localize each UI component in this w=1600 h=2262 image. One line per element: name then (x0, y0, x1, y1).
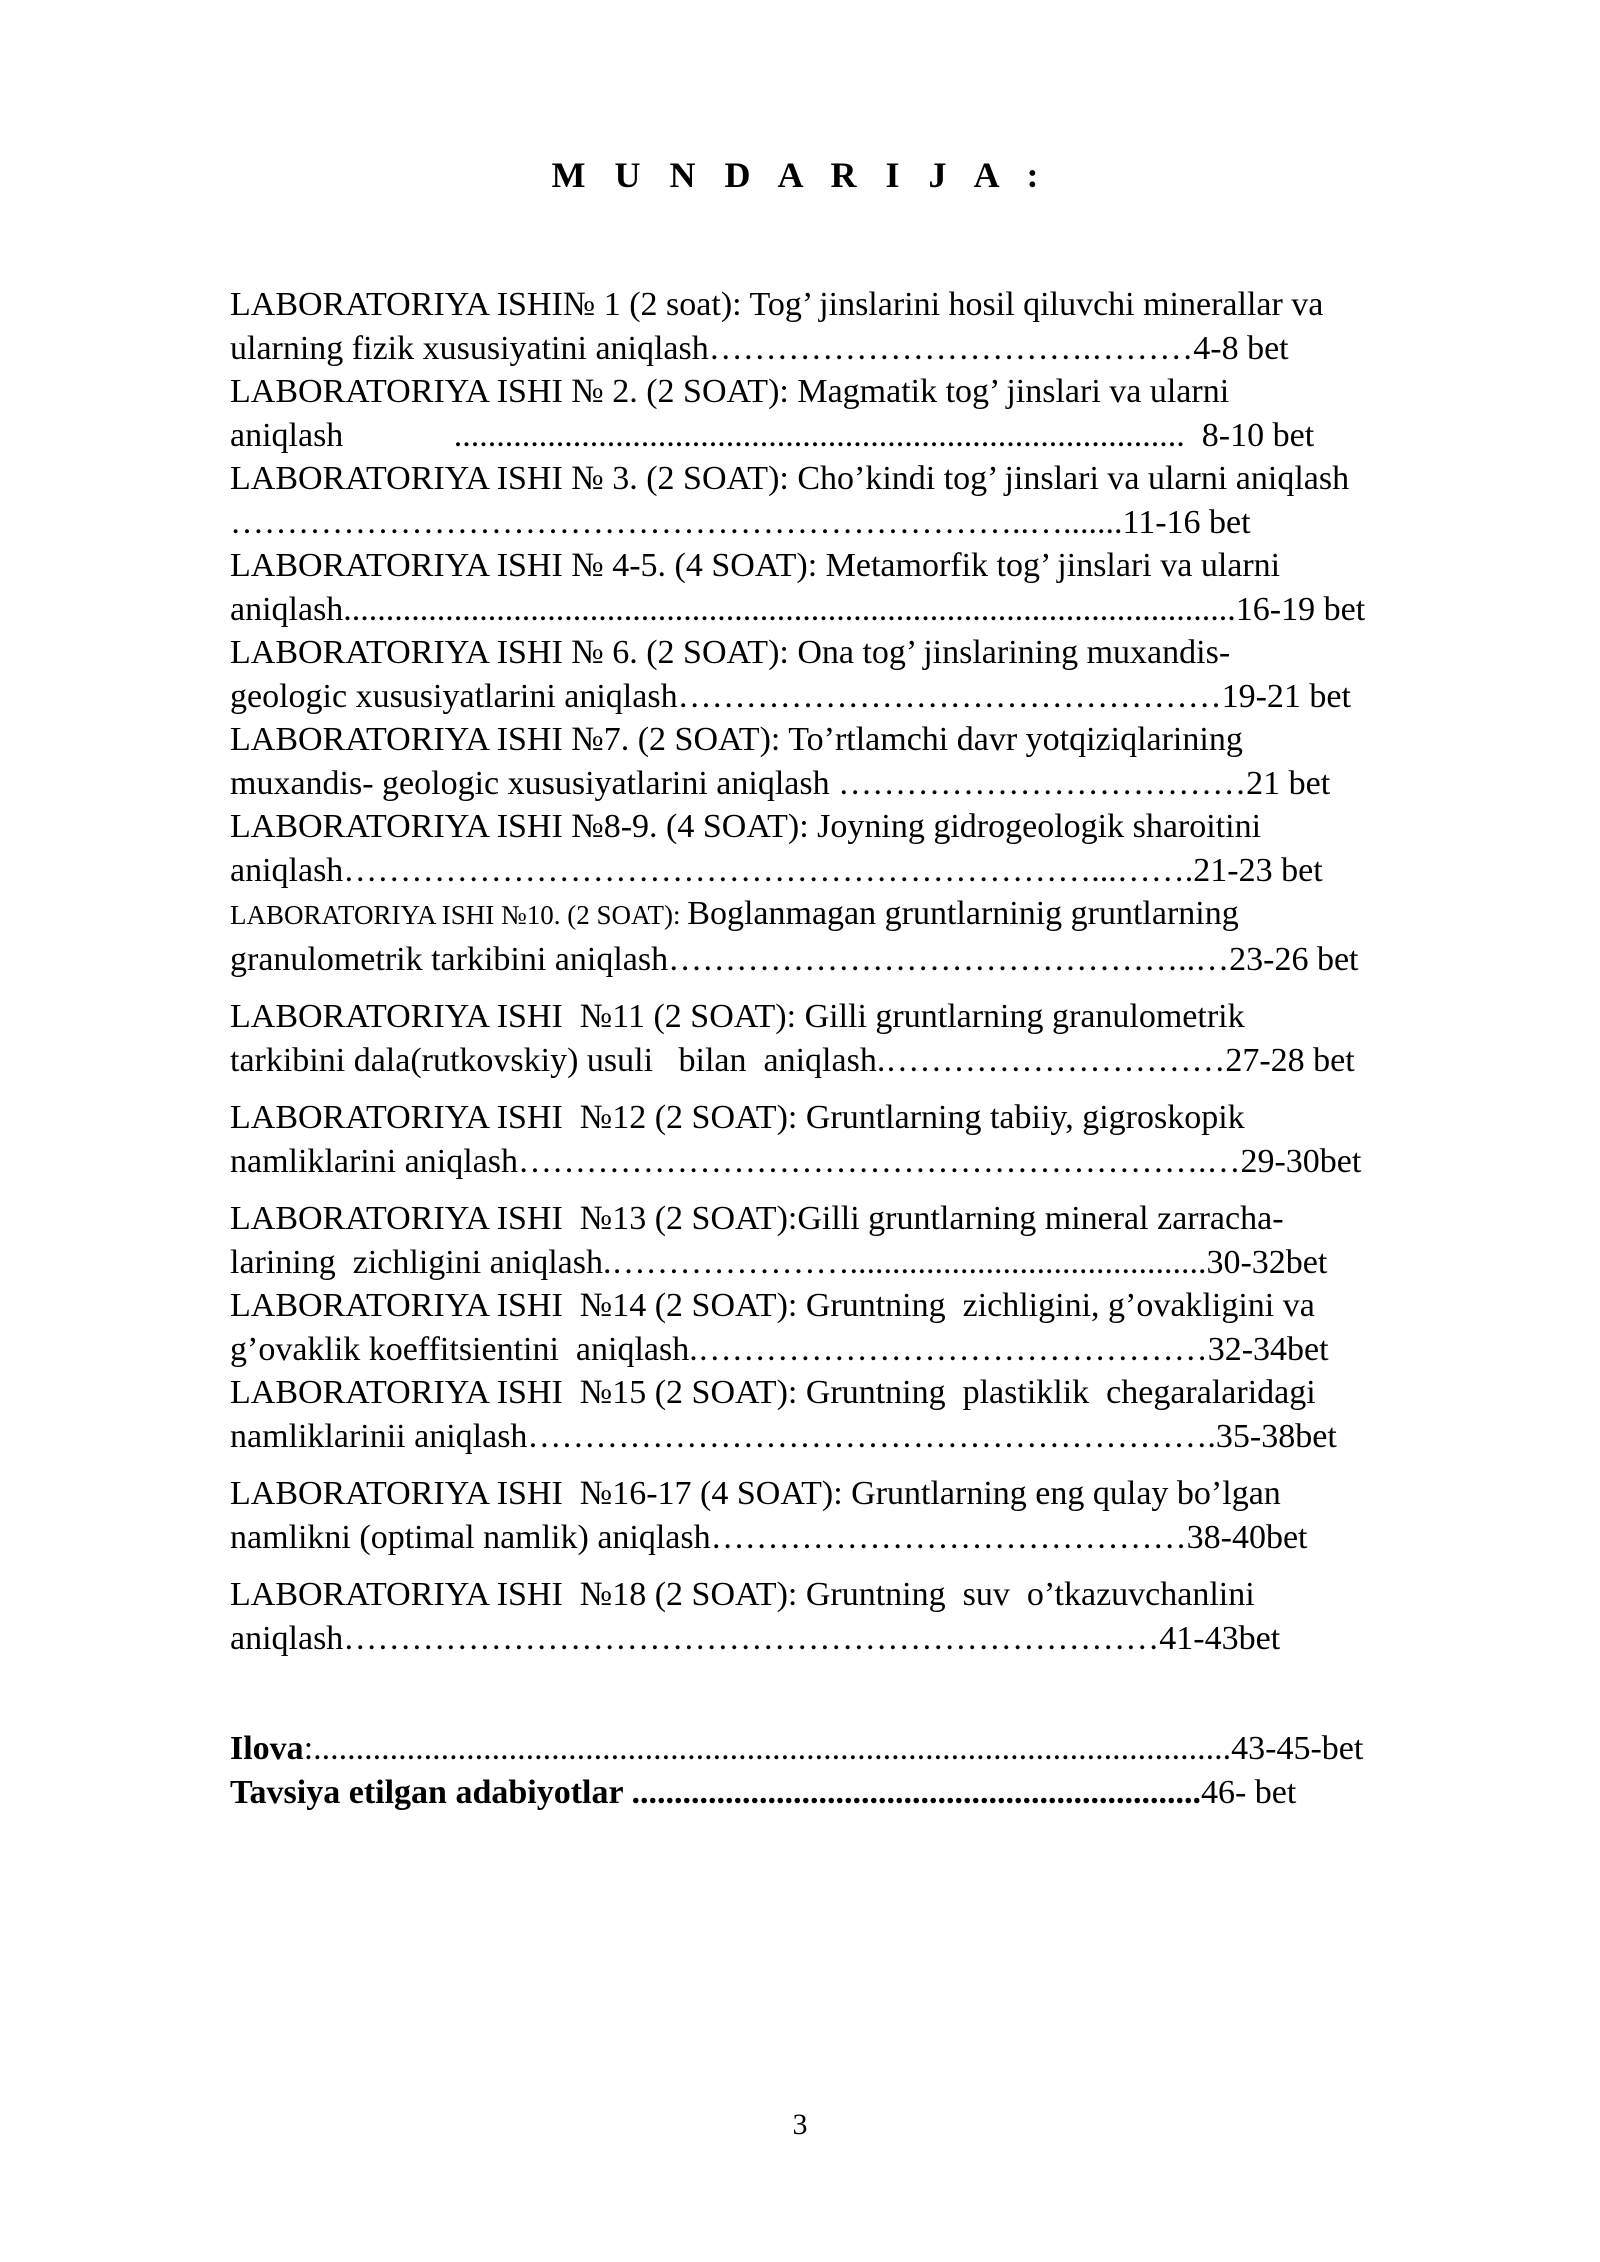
toc-line: geologic xususiyatlarini aniqlash…………………………………………19-21 bet (230, 677, 1351, 715)
toc-line: g’ovaklik koeffitsientini aniqlash.………………………………………32-34bet (230, 1330, 1329, 1368)
ilova-page: :............................................................................................................43-45-bet (303, 1730, 1364, 1767)
toc-line: tarkibini dala(rutkovskiy) usuli bilan aniqlash.…………………………27-28 bet (230, 1041, 1355, 1079)
toc-line: LABORATORIYA ISHI №12 (2 SOAT): Gruntlarning tabiiy, gigroskopik (230, 1099, 1245, 1136)
toc-entry-lab-7 (230, 718, 1500, 805)
literature-label: Tavsiya etilgan adabiyotlar (230, 1773, 632, 1811)
page-title: M U N D A R I J A : (551, 155, 1049, 195)
page-number: 3 (792, 2108, 808, 2141)
toc-line: LABORATORIYA ISHI №18 (2 SOAT): Gruntning suv o’tkazuvchanlini (230, 1576, 1255, 1613)
toc-entry-lab-8-9 (230, 805, 1500, 892)
table-of-contents (230, 283, 1500, 1660)
toc-line: LABORATORIYA ISHI № 2. (2 SOAT): Magmatik tog’ jinslari va ularni (230, 373, 1230, 410)
toc-entry-lab-10 (230, 892, 1500, 981)
toc-line: LABORATORIYA ISHI №8-9. (4 SOAT): Joyning gidrogeologik sharoitini (230, 808, 1262, 845)
toc-line: aniqlash…………………………………………………………...…….21-23 bet (230, 851, 1323, 889)
toc-line: larining zichligini aniqlash.…………………..........................................30-32bet (230, 1243, 1328, 1281)
toc-line: ……………………………………………………………..….......11-16 bet (230, 503, 1251, 541)
toc-entry-lab-15 (230, 1371, 1500, 1458)
toc-entry-lab-12 (230, 1096, 1500, 1183)
literature-dots: ................................................................... (631, 1773, 1201, 1811)
toc-line: LABORATORIYA ISHI № 3. (2 SOAT): Cho’kindi tog’ jinslari va ularni aniqlash (230, 460, 1350, 497)
toc-entry-lab-1 (230, 283, 1500, 370)
toc-entry-lab-16-17 (230, 1472, 1500, 1559)
literature-page: 46- bet (1200, 1773, 1297, 1811)
toc-line (230, 892, 1500, 938)
toc-entry-lab-13 (230, 1197, 1500, 1284)
toc-entry-lab-2 (230, 370, 1500, 457)
toc-entry-lab-11 (230, 995, 1500, 1082)
toc-line: granulometrik tarkibini aniqlash………………………………………..…23-26 bet (230, 940, 1359, 978)
toc-line: LABORATORIYA ISHI№ 1 (2 soat): Tog’ jinslarini hosil qiluvchi minerallar va (230, 286, 1324, 323)
toc-line: LABORATORIYA ISHI №13 (2 SOAT):Gilli gruntlarning mineral zarracha- (230, 1200, 1284, 1237)
toc-line-prefix: LABORATORIYA ISHI №10. (2 SOAT): (230, 900, 688, 930)
ilova-label: Ilova (230, 1730, 304, 1767)
toc-line: aniqlash ...................................................................................... 8-10 bet (230, 416, 1315, 454)
toc-line: LABORATORIYA ISHI №7. (2 SOAT): To’rtlamchi davr yotqiziqlarining (230, 721, 1243, 758)
toc-entry-lab-6 (230, 631, 1500, 718)
toc-line: aniqlash………………………………………………………………41-43bet (230, 1619, 1281, 1657)
toc-line: LABORATORIYA ISHI №14 (2 SOAT): Gruntning zichligini, g’ovakligini va (230, 1287, 1315, 1324)
toc-entry-lab-3 (230, 457, 1500, 544)
toc-line: LABORATORIYA ISHI №11 (2 SOAT): Gilli gruntlarning granulometrik (230, 998, 1245, 1035)
toc-line: aniqlash.........................................................................................................16-19 bet (230, 590, 1366, 628)
toc-line: namliklarini aniqlash…………………………………………………….…29-30bet (230, 1142, 1362, 1180)
toc-line: LABORATORIYA ISHI № 6. (2 SOAT): Ona tog’ jinslarining muxandis- (230, 634, 1231, 671)
toc-line: LABORATORIYA ISHI №16-17 (4 SOAT): Gruntlarning eng qulay bo’lgan (230, 1475, 1281, 1512)
toc-line: muxandis- geologic xususiyatlarini aniqlash ………………………………21 bet (230, 764, 1331, 802)
toc-line: LABORATORIYA ISHI №15 (2 SOAT): Gruntning plastiklik chegaralaridagi (230, 1374, 1316, 1411)
toc-line: LABORATORIYA ISHI № 4-5. (4 SOAT): Metamorfik tog’ jinslari va ularni (230, 547, 1281, 584)
toc-entry-lab-4-5 (230, 544, 1500, 631)
toc-entry-lab-14 (230, 1284, 1500, 1371)
toc-entry-literature (230, 1771, 1500, 1815)
toc-line-text: Boglanmagan gruntlarninig gruntlarning (687, 895, 1239, 932)
toc-line: ularning fizik xususiyatini aniqlash…………………………….………4-8 bet (230, 329, 1289, 367)
toc-line: namliklarinii aniqlash…………………………………………………….35-38bet (230, 1417, 1337, 1455)
toc-line: namlikni (optimal namlik) aniqlash……………………………………38-40bet (230, 1518, 1308, 1556)
appendix-section (230, 1727, 1500, 1814)
toc-entry-ilova (230, 1727, 1500, 1771)
toc-entry-lab-18 (230, 1573, 1500, 1660)
